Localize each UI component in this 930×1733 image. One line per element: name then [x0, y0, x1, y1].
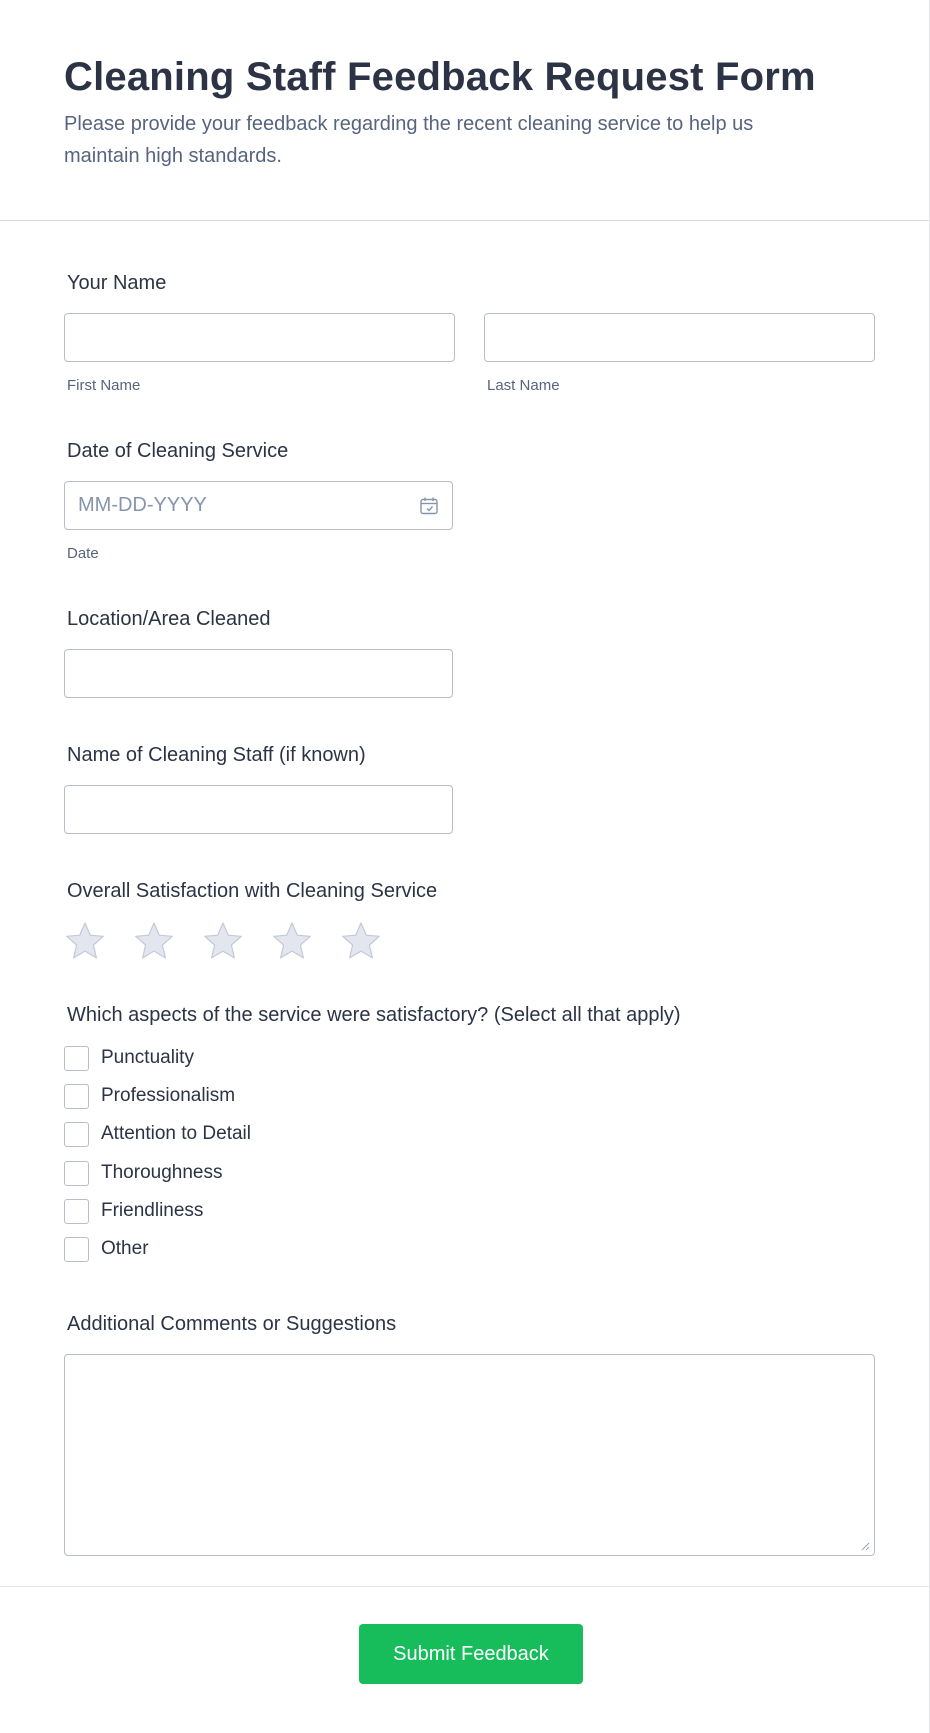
star-icon[interactable]: [340, 920, 382, 962]
staff-name-label: Name of Cleaning Staff (if known): [67, 744, 366, 766]
calendar-icon[interactable]: [419, 496, 439, 516]
last-name-input[interactable]: [484, 313, 875, 362]
last-name-sublabel: Last Name: [487, 377, 560, 394]
checkbox-other[interactable]: [64, 1235, 664, 1263]
star-icon[interactable]: [202, 920, 244, 962]
comments-label: Additional Comments or Suggestions: [67, 1313, 397, 1335]
location-label: Location/Area Cleaned: [67, 608, 271, 630]
star-icon[interactable]: [271, 920, 313, 962]
checkbox-punctuality[interactable]: [64, 1044, 664, 1072]
checkbox-label: Thoroughness: [101, 1162, 223, 1183]
checkbox[interactable]: [64, 1046, 89, 1071]
checkbox-label: Friendliness: [101, 1200, 204, 1221]
checkbox-label: Other: [101, 1238, 149, 1259]
resize-handle-icon[interactable]: [860, 1541, 870, 1551]
checkbox[interactable]: [64, 1199, 89, 1224]
first-name-input[interactable]: [64, 313, 455, 362]
checkbox[interactable]: [64, 1084, 89, 1109]
name-label: Your Name: [67, 272, 167, 294]
date-label: Date of Cleaning Service: [67, 440, 289, 462]
form-header: [0, 0, 929, 221]
form-title: Cleaning Staff Feedback Request Form: [64, 55, 816, 99]
date-sublabel: Date: [67, 545, 99, 562]
submit-feedback-button[interactable]: Submit Feedback: [359, 1624, 583, 1684]
staff-name-input[interactable]: [64, 785, 453, 834]
date-placeholder: MM-DD-YYYY: [78, 494, 207, 516]
checkbox[interactable]: [64, 1122, 89, 1147]
checkbox-label: Attention to Detail: [101, 1123, 251, 1144]
star-icon[interactable]: [133, 920, 175, 962]
first-name-sublabel: First Name: [67, 377, 141, 394]
footer-divider: [0, 1586, 930, 1587]
checkbox-friendliness[interactable]: [64, 1197, 664, 1225]
form-subtitle: Please provide your feedback regarding the recent cleaning service to help us maintain high standards.: [64, 113, 754, 167]
checkbox-label: Professionalism: [101, 1085, 236, 1106]
aspects-label: Which aspects of the service were satisfactory? (Select all that apply): [67, 1004, 681, 1026]
checkbox-attention-to-detail[interactable]: [64, 1120, 664, 1148]
star-icon[interactable]: [64, 920, 106, 962]
checkbox[interactable]: [64, 1237, 89, 1262]
comments-textarea[interactable]: [64, 1354, 875, 1556]
checkbox-thoroughness[interactable]: [64, 1159, 664, 1187]
satisfaction-label: Overall Satisfaction with Cleaning Service: [67, 880, 438, 902]
checkbox[interactable]: [64, 1161, 89, 1186]
date-input[interactable]: [64, 481, 453, 530]
location-input[interactable]: [64, 649, 453, 698]
checkbox-professionalism[interactable]: [64, 1082, 664, 1110]
checkbox-label: Punctuality: [101, 1047, 194, 1068]
